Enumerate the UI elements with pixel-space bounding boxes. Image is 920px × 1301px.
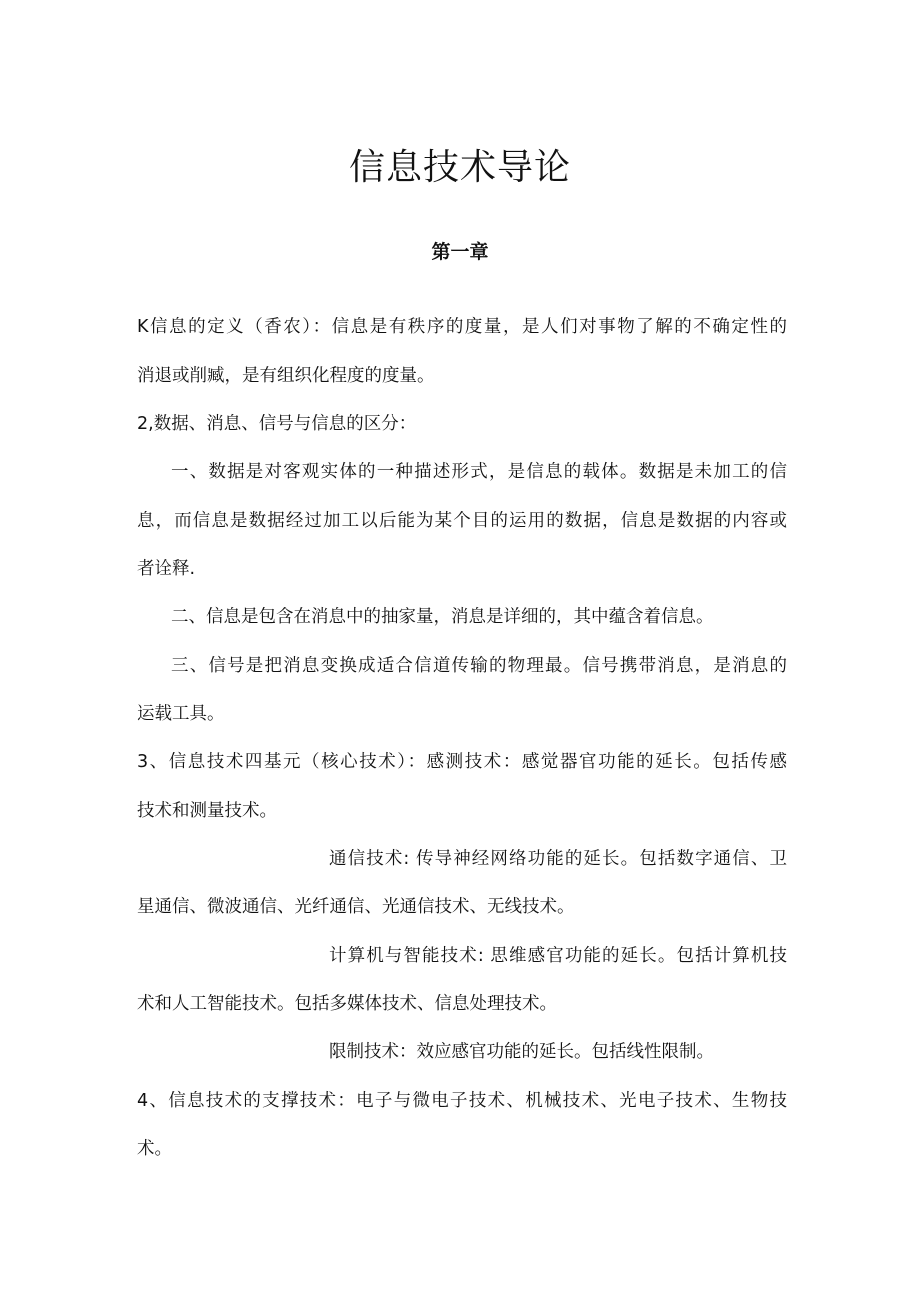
document-title: 信息技术导论 (348, 147, 571, 188)
chapter-heading: 第一章 (431, 241, 489, 263)
paragraph-6-line-1: 3、信息技术四基元（核心技术）：感测技术：感觉器官功能的延长。包括传感 (137, 752, 787, 772)
paragraph-3-line-3: 者诠释. (137, 559, 196, 579)
paragraph-3-line-1: 一、数据是对客观实体的一种描述形式，是信息的载体。数据是未加工的信 (171, 462, 787, 482)
paragraph-8-line-2: 术和人工智能技术。包括多媒体技术、信息处理技术。 (137, 994, 557, 1014)
paragraph-9: 限制技术：效应感官功能的延长。包括线性限制。 (329, 1042, 714, 1062)
paragraph-10-line-1: 4、信息技术的支撑技术：电子与微电子技术、机械技术、光电子技术、生物技 (137, 1091, 787, 1111)
paragraph-5-line-2: 运载工具。 (137, 704, 225, 724)
paragraph-6-line-2: 技术和测量技术。 (137, 801, 277, 821)
paragraph-5-line-1: 三、信号是把消息变换成适合信道传输的物理最。信号携带消息，是消息的 (171, 656, 787, 676)
paragraph-8-line-1: 计算机与智能技术: 思维感官功能的延长。包括计算机技 (329, 946, 787, 966)
paragraph-7-line-1: 通信技术: 传导神经网络功能的延长。包括数字通信、卫 (329, 849, 787, 869)
paragraph-2: 2,数据、消息、信号与信息的区分： (137, 414, 417, 434)
paragraph-1-line-2: 消退或削臧，是有组织化程度的度量。 (137, 366, 435, 386)
paragraph-1-line-1: K信息的定义（香农）：信息是有秩序的度量，是人们对事物了解的不确定性的 (137, 317, 787, 337)
paragraph-7-line-2: 星通信、微波通信、光纤通信、光通信技术、无线技术。 (137, 897, 575, 917)
paragraph-3-line-2: 息，而信息是数据经过加工以后能为某个目的运用的数据，信息是数据的内容或 (137, 511, 787, 531)
paragraph-4: 二、信息是包含在消息中的抽家量，消息是详细的，其中蕴含着信息。 (171, 607, 714, 627)
paragraph-10-line-2: 术。 (137, 1139, 172, 1159)
